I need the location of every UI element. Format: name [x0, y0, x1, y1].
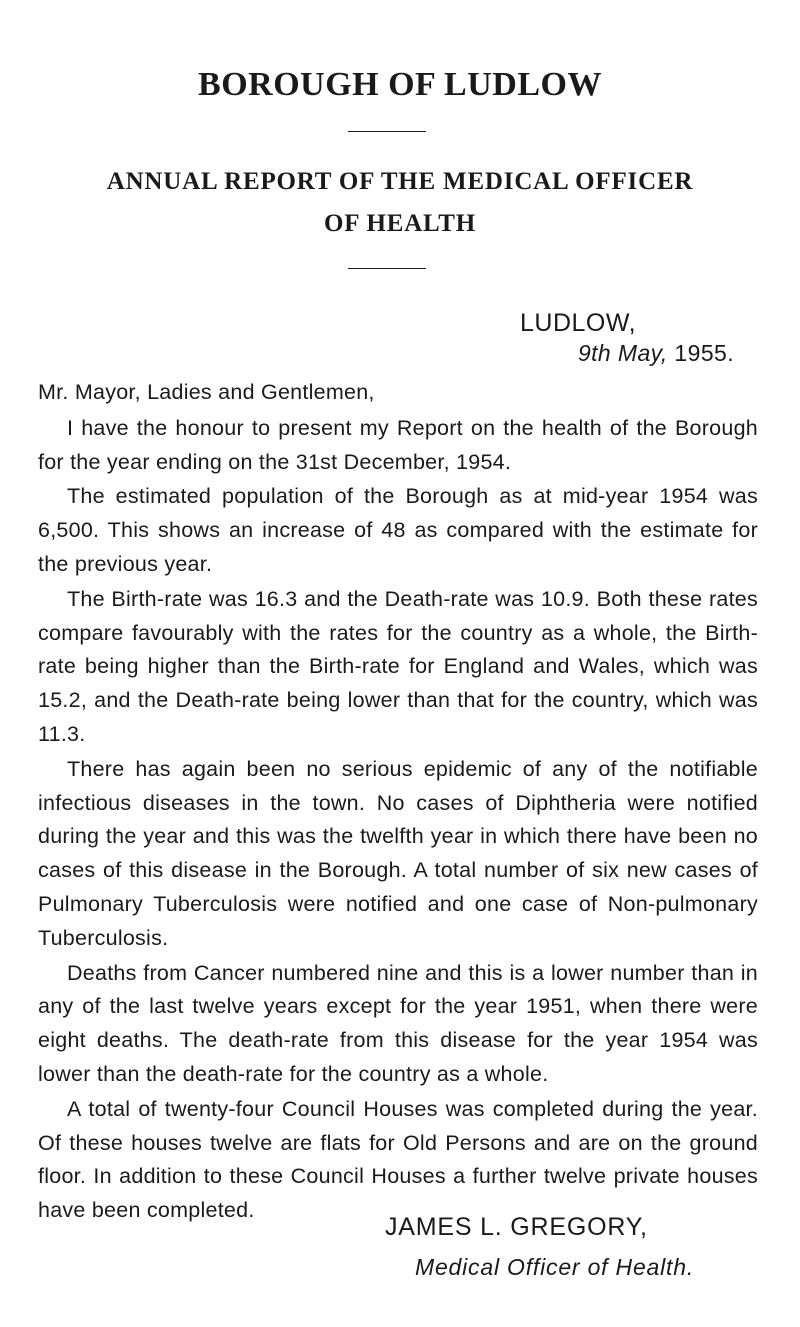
letter-date-day-month: 9th May,	[577, 340, 668, 366]
letter-body	[38, 376, 758, 1229]
letter-date	[578, 340, 734, 367]
letter-date-year: 1955.	[667, 340, 734, 366]
paragraph-introduction: I have the honour to present my Report on the health of the Borough for the year ending on the 31st December, 1954.	[38, 415, 758, 474]
title-divider	[348, 131, 426, 132]
paragraph-cancer-deaths: Deaths from Cancer numbered nine and this is a lower number than in any of the last twelve years except for the year 1951, when there were eight deaths. The death-rate from this disease for the year 1954 was lower than the death-rate for the country as a whole.	[38, 960, 758, 1086]
paragraph-birth-death-rates: The Birth-rate was 16.3 and the Death-rate was 10.9. Both these rates compare favourably with the rates for the country as a whole, the Birth-rate being higher than the Birth-rate for England and Wales, which was 15.2, and the Death-rate being lower than that for the country, which was 11.3.	[38, 586, 758, 746]
paragraph-infectious-diseases: There has again been no serious epidemic of any of the notifiable infectious diseases in the town. No cases of Diphtheria were notified during the year and this was the twelfth year in which there have been no cases of this disease in the Borough. A total number of six new cases of Pulmonary Tuberculosis were notified and one case of Non-pulmonary Tuberculosis.	[38, 756, 758, 950]
letter-place: LUDLOW,	[520, 309, 637, 337]
report-subtitle-line-1: ANNUAL REPORT OF THE MEDICAL OFFICER	[106, 168, 694, 195]
subtitle-divider	[348, 268, 426, 269]
salutation: Mr. Mayor, Ladies and Gentlemen,	[38, 380, 375, 404]
signatory-title: Medical Officer of Health.	[415, 1254, 695, 1280]
signatory-name: JAMES L. GREGORY,	[385, 1213, 648, 1241]
report-subtitle-line-2: OF HEALTH	[324, 210, 476, 237]
paragraph-housing: A total of twenty-four Council Houses was completed during the year. Of these houses twelve are flats for Old Persons and are on the ground floor. In addition to these Council Houses a further twelve private houses have been completed.	[38, 1096, 758, 1223]
paragraph-population: The estimated population of the Borough as at mid-year 1954 was 6,500. This shows an increase of 48 as compared with the estimate for the previous year.	[38, 484, 758, 576]
document-title: BOROUGH OF LUDLOW	[198, 66, 602, 103]
